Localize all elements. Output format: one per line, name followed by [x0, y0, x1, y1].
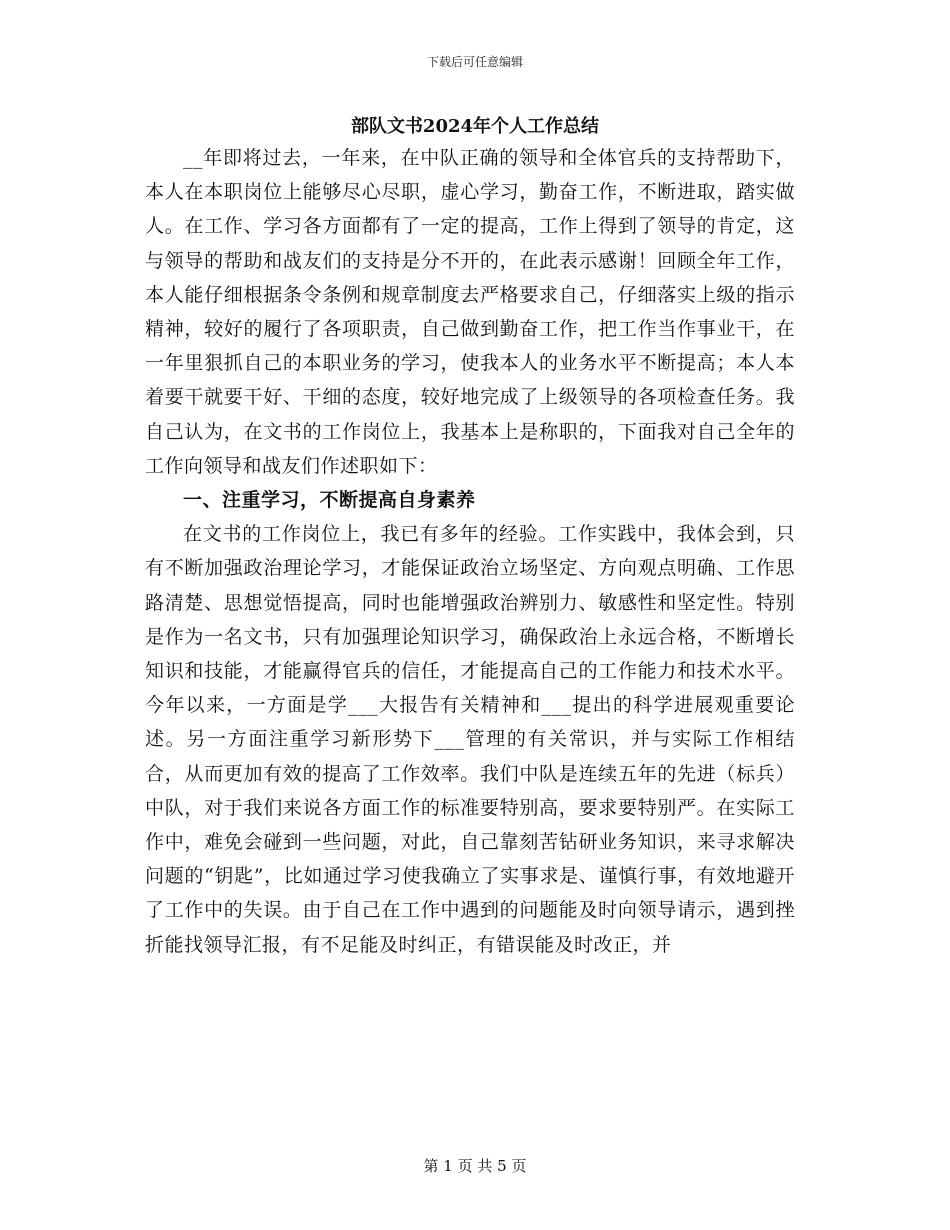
section-paragraph: 在文书的工作岗位上，我已有多年的经验。工作实践中，我体会到，只有不断加强政治理论学习，才能保证政治立场坚定、方向观点明确、工作思路清楚、思想觉悟提高，同时也能增强政治辨别力、敏感性和坚定性。特别是作为一名文书，只有加强理论知识学习，确保政治上永远合格，不断增长知识和技能，才能赢得官兵的信任，才能提高自己的工作能力和技术水平。今年以来，一方面是学___大报告有关精神和___提出的科学进展观重要论述。另一方面注重学习新形势下___管理的有关常识，并与实际工作相结合，从而更加有效的提高了工作效率。我们中队是连续五年的先进（标兵）中队，对于我们来说各方面工作的标准要特别高，要求要特别严。在实际工作中，难免会碰到一些问题，对此，自己靠刻苦钻研业务知识，来寻求解决问题的“钥匙”，比如通过学习使我确立了实事求是、谨慎行事，有效地避开了工作中的失误。由于自己在工作中遇到的问题能及时向领导请示，遇到挫折能找领导汇报，有不足能及时纠正，有错误能及时改正，并 [145, 523, 795, 956]
intro-paragraph: __年即将过去，一年来，在中队正确的领导和全体官兵的支持帮助下，本人在本职岗位上能够尽心尽职，虚心学习，勤奋工作，不断进取，踏实做人。在工作、学习各方面都有了一定的提高，工作上得到了领导的肯定，这与领导的帮助和战友们的支持是分不开的，在此表示感谢！回顾全年工作，本人能仔细根据条令条例和规章制度去严格要求自己，仔细落实上级的指示精神，较好的履行了各项职责，自己做到勤奋工作，把工作当作事业干，在一年里狠抓自己的本职业务的学习，使我本人的业务水平不断提高；本人本着要干就要干好、干细的态度，较好地完成了上级领导的各项检查任务。我自己认为，在文书的工作岗位上，我基本上是称职的，下面我对自己全年的工作向领导和战友们作述职如下： [145, 147, 795, 477]
section-heading: 一、注重学习，不断提高自身素养 [183, 489, 476, 512]
page-number-footer: 第 1 页 共 5 页 [423, 1157, 527, 1175]
document-body [145, 141, 795, 962]
document-title: 部队文书2024年个人工作总结 [350, 116, 600, 137]
page-header-note: 下载后可任意编辑 [426, 55, 523, 69]
